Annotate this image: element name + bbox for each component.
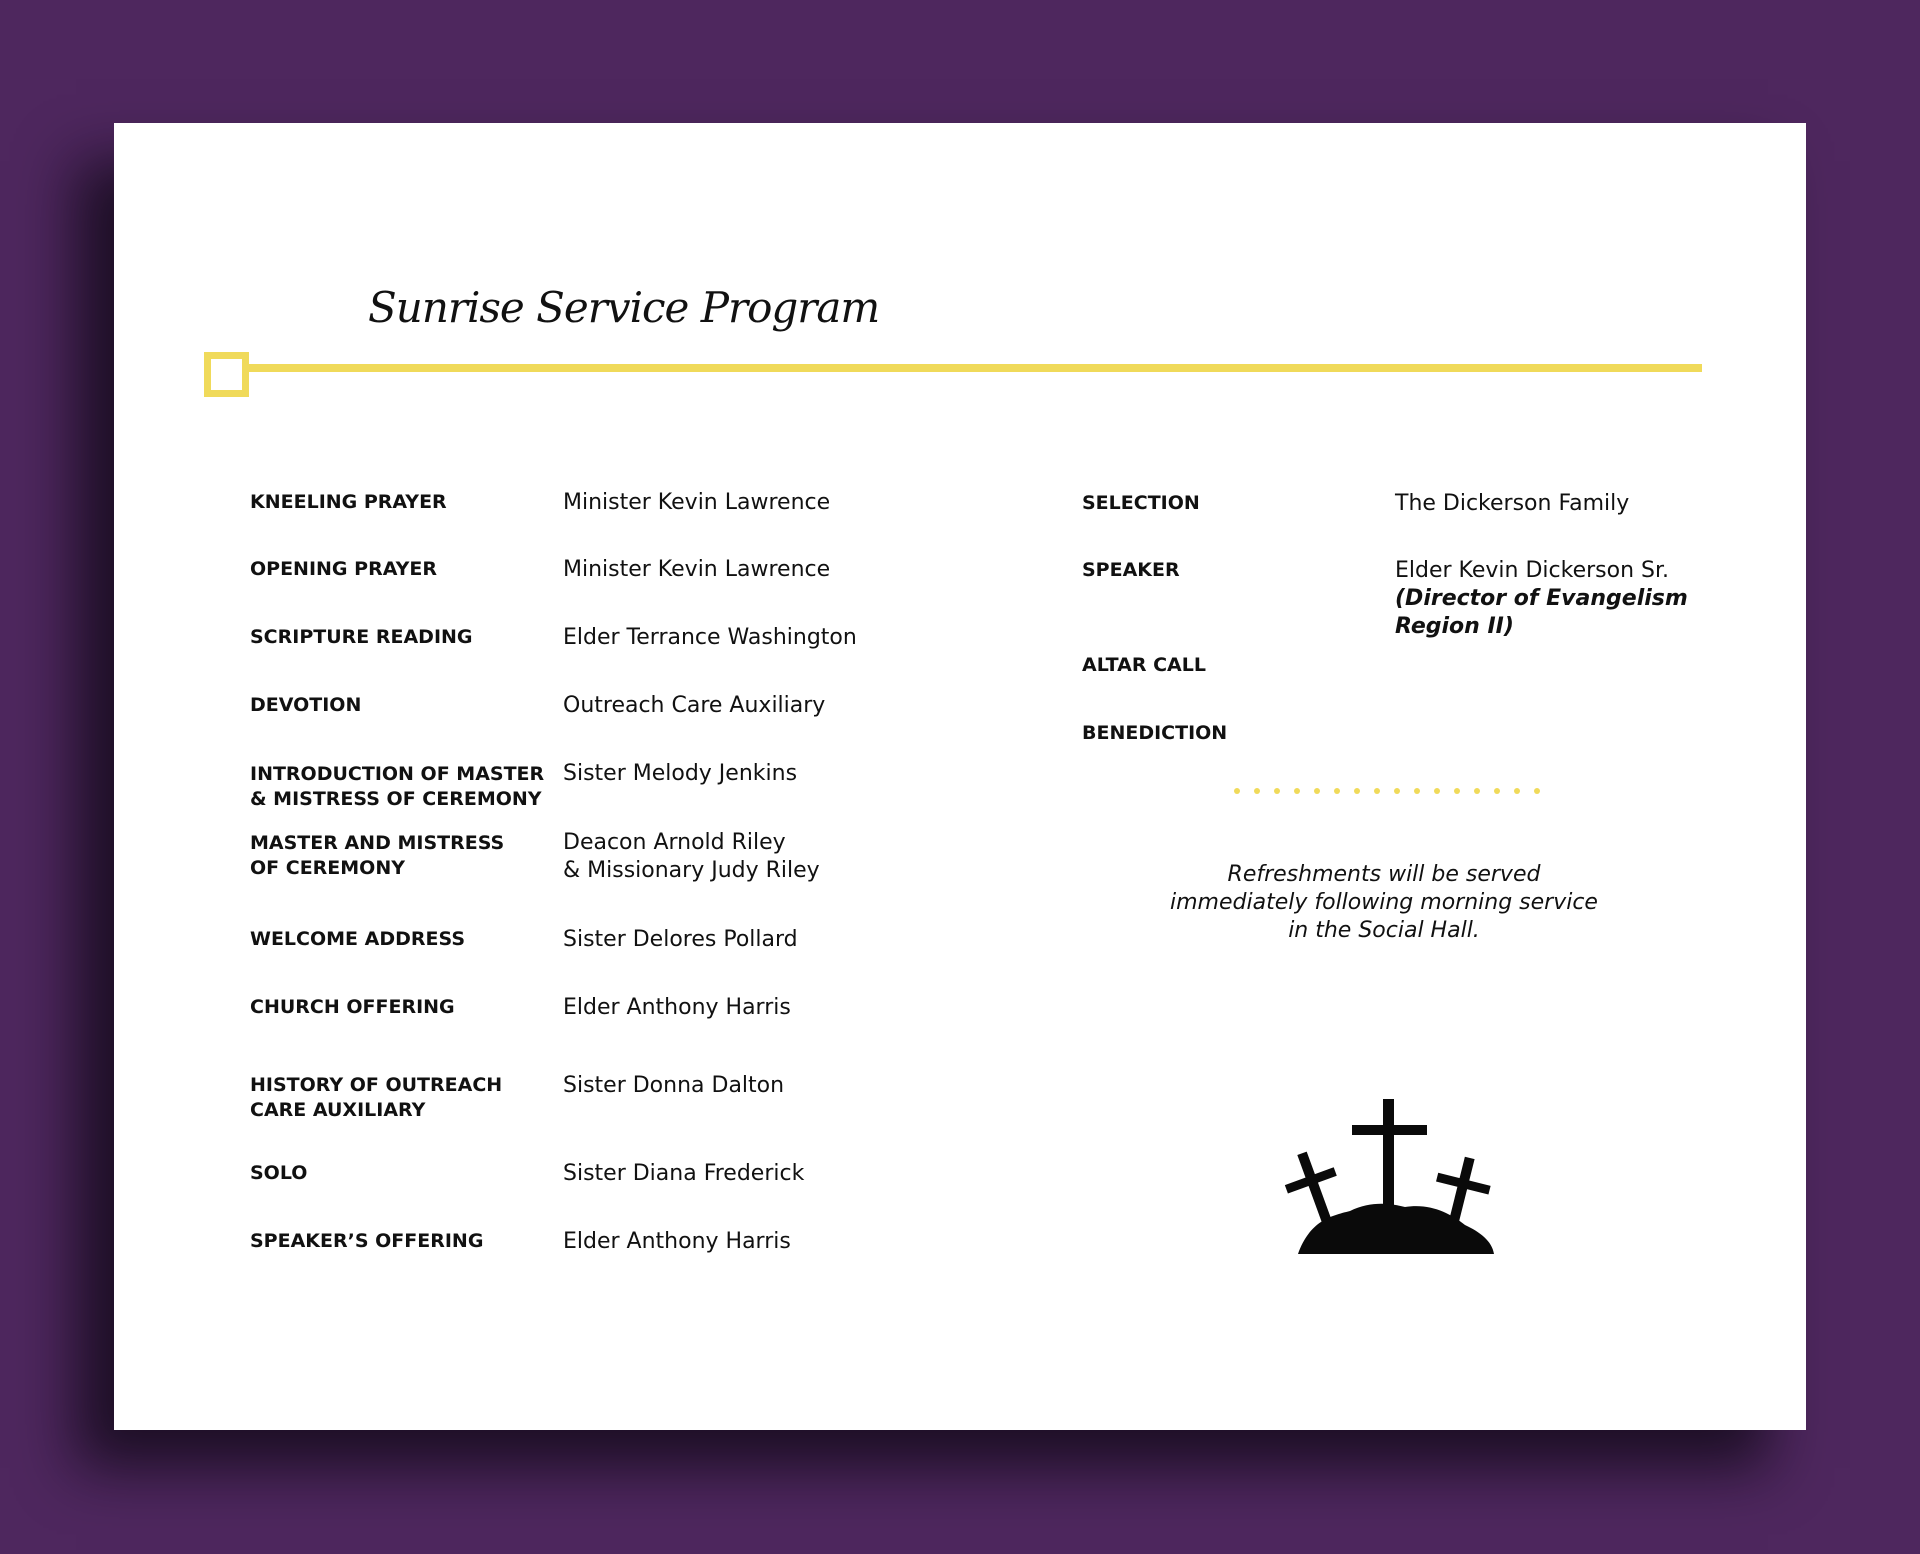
program-item-label: SOLO: [250, 1162, 308, 1184]
program-item-label: MASTER AND MISTRESS OF CEREMONY: [250, 832, 505, 879]
refreshments-note: Refreshments will be served immediately following morning service in the Social Hall.: [1170, 862, 1598, 943]
program-item-label: SCRIPTURE READING: [250, 626, 473, 648]
program-item-name: Minister Kevin Lawrence: [563, 557, 831, 582]
program-item-label: INTRODUCTION OF MASTER & MISTRESS OF CEREMONY: [250, 763, 545, 810]
dotted-divider: [1232, 786, 1542, 796]
program-item-label: SELECTION: [1082, 492, 1200, 514]
program-page: [114, 123, 1806, 1430]
program-item-label: CHURCH OFFERING: [250, 996, 455, 1018]
program-item-label: KNEELING PRAYER: [250, 491, 447, 513]
program-item-name: Outreach Care Auxiliary: [563, 693, 826, 718]
program-item-label: HISTORY OF OUTREACH CARE AUXILIARY: [250, 1074, 503, 1121]
title-rule-square: [204, 352, 249, 397]
program-item-name: Elder Terrance Washington: [563, 625, 857, 650]
program-item-name: Deacon Arnold Riley & Missionary Judy Riley: [563, 830, 820, 883]
program-item-name: Elder Kevin Dickerson Sr.: [1395, 558, 1670, 583]
program-item-label: SPEAKER: [1082, 559, 1180, 581]
program-item-name: Elder Anthony Harris: [563, 995, 791, 1020]
speaker-title-note: (Director of Evangelism Region II): [1395, 586, 1688, 639]
program-item-name: Sister Diana Frederick: [563, 1161, 805, 1186]
program-item-label: SPEAKER’S OFFERING: [250, 1230, 484, 1252]
page-title: Sunrise Service Program: [368, 283, 880, 332]
program-item-label: OPENING PRAYER: [250, 558, 437, 580]
program-item-label: ALTAR CALL: [1082, 654, 1206, 676]
program-item-name: Sister Melody Jenkins: [563, 761, 798, 786]
program-item-name: Minister Kevin Lawrence: [563, 490, 831, 515]
program-item-name: Sister Donna Dalton: [563, 1073, 785, 1098]
program-item-label: BENEDICTION: [1082, 722, 1228, 744]
program-item-name: Elder Anthony Harris: [563, 1229, 791, 1254]
three-crosses-icon: [1280, 1099, 1500, 1254]
program-item-name: Sister Delores Pollard: [563, 927, 798, 952]
program-item-label: DEVOTION: [250, 694, 362, 716]
program-item-label: WELCOME ADDRESS: [250, 928, 466, 950]
title-rule-line: [242, 364, 1702, 372]
program-item-name: The Dickerson Family: [1395, 491, 1630, 516]
